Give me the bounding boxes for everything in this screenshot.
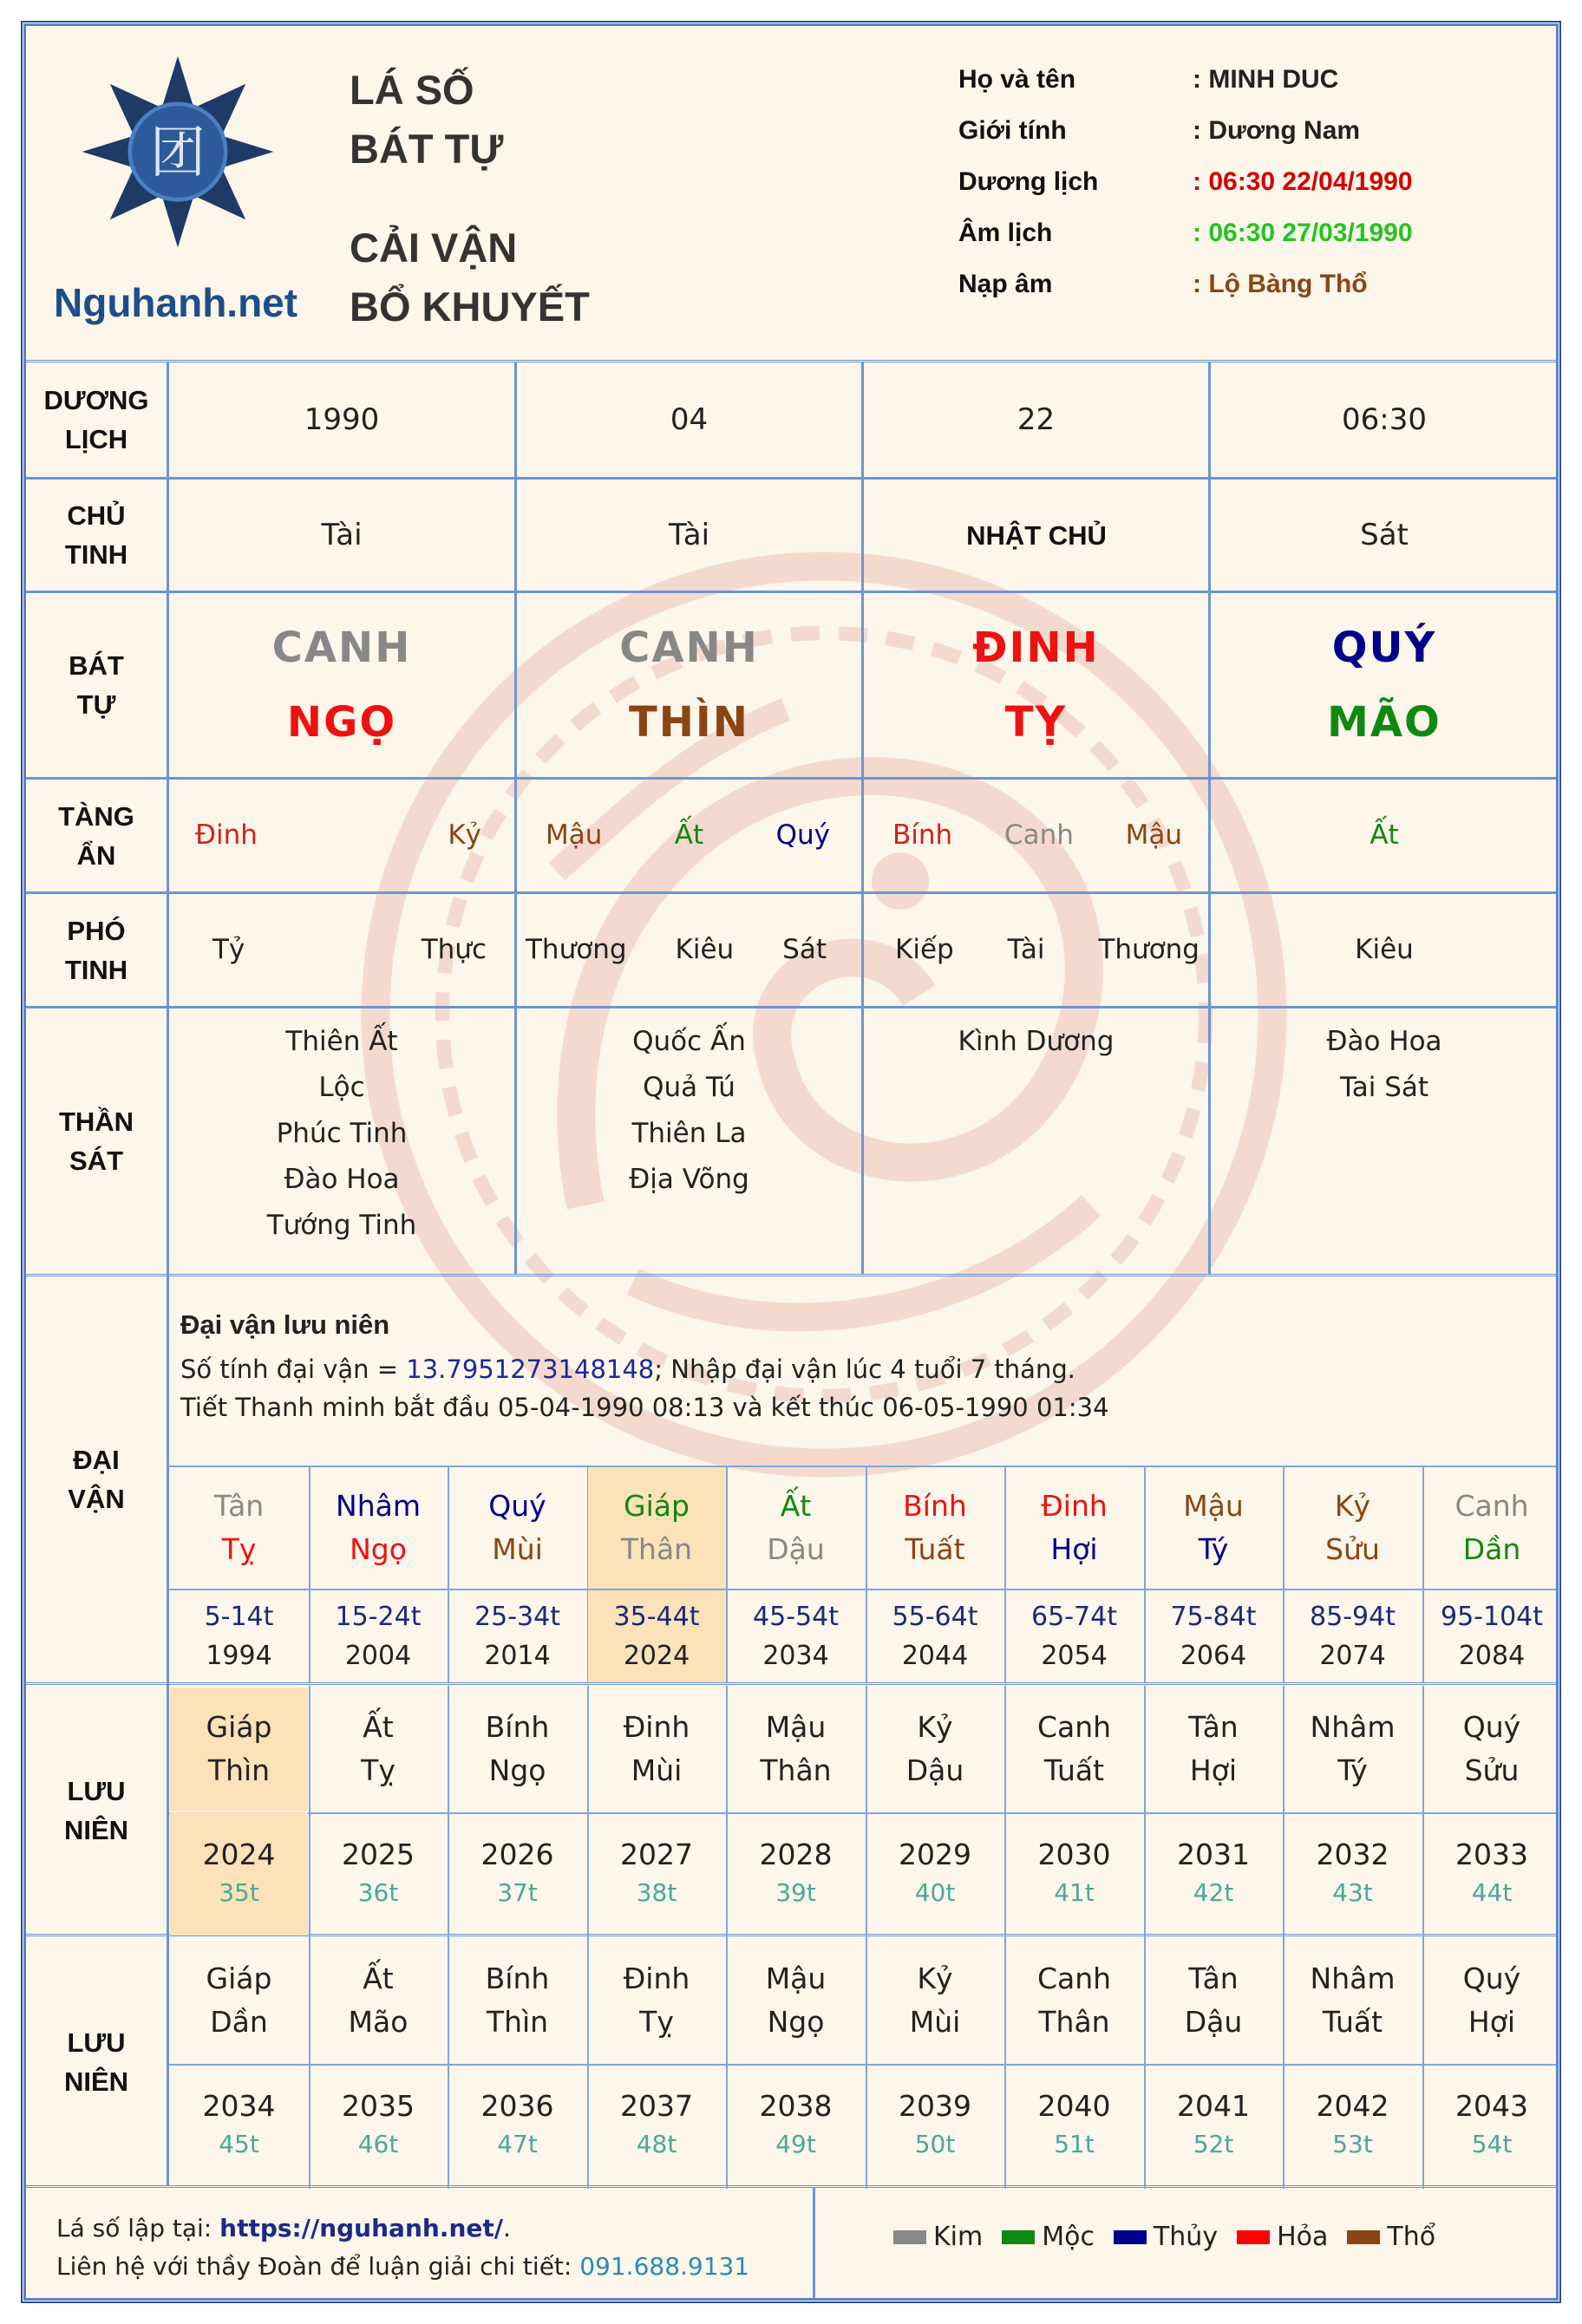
legend-moc: Mộc <box>1002 2222 1095 2252</box>
info-value: : 06:30 27/03/1990 <box>1193 219 1413 247</box>
tang-an-year: Đinh Kỷ <box>195 819 481 851</box>
pho-tinh-year: Tỷ Thực <box>212 934 487 965</box>
luu-nien_1-year: 2027 38t <box>620 1838 693 1907</box>
dai-van-stem-branch: Bính Tuất <box>903 1489 967 1566</box>
luu-nien_1-stem-branch: Canh Tuất <box>1036 1710 1112 1787</box>
title-line-4: BỔ KHUYẾT <box>350 284 590 330</box>
footer-made: Lá số lập tại: https://nguhanh.net/. <box>56 2214 511 2242</box>
luu-nien_2-year: 2042 53t <box>1316 2089 1389 2158</box>
dai-van-period: 55-64t 2044 <box>892 1602 978 1671</box>
pillar-month: CANH THÌN <box>619 623 759 747</box>
luu-nien_1-stem-branch: Tân Hợi <box>1188 1710 1239 1787</box>
luu-nien_1-stem-branch: Quý Sửu <box>1462 1710 1521 1787</box>
chart-sheet <box>23 23 1559 2301</box>
legend-thuy: Thủy <box>1114 2222 1218 2252</box>
luu-nien_2-stem-branch: Mậu Ngọ <box>765 1962 827 2039</box>
luu-nien_2-stem-branch: Giáp Dần <box>206 1962 272 2039</box>
luu-nien_2-stem-branch: Ất Mão <box>348 1962 409 2039</box>
tang-an-month: Mậu Ất Quý <box>546 819 830 851</box>
chu-tinh-month: Tài <box>668 517 710 552</box>
luu-nien_1-stem-branch: Nhâm Tý <box>1310 1710 1396 1787</box>
legend-hoa: Hỏa <box>1237 2222 1328 2252</box>
dai-van-stem-branch: Quý Mùi <box>488 1489 546 1566</box>
pillar-hour: QUÝ MÃO <box>1327 623 1441 747</box>
chu-tinh-year: Tài <box>321 517 363 552</box>
info-label: Âm lịch <box>958 219 1053 247</box>
dai-van-tiet: Tiết Thanh minh bắt đầu 05-04-1990 08:13 và kết thúc 06-05-1990 01:34 <box>180 1393 1109 1422</box>
dai-van-period: 25-34t 2014 <box>474 1602 560 1671</box>
solar-hour: 06:30 <box>1342 401 1427 437</box>
legend-kim: Kim <box>893 2222 983 2252</box>
luu-nien_1-stem-branch: Bính Ngọ <box>485 1710 550 1787</box>
luu-nien_1-year: 2029 40t <box>899 1838 971 1907</box>
luu-nien_1-stem-branch: Giáp Thìn <box>170 1688 308 1811</box>
luu-nien_2-stem-branch: Quý Hợi <box>1462 1962 1521 2039</box>
footer-contact: Liên hệ với thầy Đoàn để luận giải chi tiết: 091.688.9131 <box>56 2252 750 2281</box>
dai-van-stem-branch: Đinh Hợi <box>1041 1489 1108 1566</box>
luu-nien_2-year: 2043 54t <box>1455 2089 1528 2158</box>
tang-an-day: Bính Canh Mậu <box>892 819 1182 851</box>
site-name: Nguhanh.net <box>54 280 298 325</box>
info-value: : Lộ Bàng Thổ <box>1193 270 1368 298</box>
than-sat-month: Quốc Ấn Quả Tú Thiên La Địa Võng <box>629 1026 749 1195</box>
svg-text:团: 团 <box>149 121 206 186</box>
person-info <box>958 65 1413 321</box>
legend-tho: Thổ <box>1347 2222 1435 2252</box>
site-link[interactable]: https://nguhanh.net/ <box>219 2214 503 2242</box>
title-line-3: CẢI VẬN <box>350 225 518 271</box>
pho-tinh-day: Kiếp Tài Thương <box>895 934 1200 965</box>
info-value: : MINH DUC <box>1193 65 1339 94</box>
luu-nien_2-year: 2034 45t <box>202 2089 276 2158</box>
chu-tinh-hour: Sát <box>1360 517 1409 552</box>
luu-nien_2-year: 2039 50t <box>899 2089 971 2158</box>
luu-nien_2-year: 2040 51t <box>1037 2089 1111 2158</box>
row-label-chu-tinh: CHỦ TINH <box>64 500 128 570</box>
info-label: Họ và tên <box>958 65 1076 94</box>
luu-nien_1-year: 2028 39t <box>759 1838 833 1907</box>
dai-van-period: 15-24t 2004 <box>335 1602 422 1671</box>
title-line-2: BÁT TỰ <box>350 126 504 172</box>
dai-van-period: 5-14t 1994 <box>204 1602 274 1671</box>
row-label-tang-an: TÀNG ẨN <box>58 800 134 871</box>
luu-nien_2-stem-branch: Kỷ Mùi <box>909 1962 961 2039</box>
row-label-than-sat: THẦN SÁT <box>58 1107 134 1176</box>
pho-tinh-hour: Kiêu <box>1355 934 1414 965</box>
luu-nien_1-year: 2026 37t <box>480 1838 554 1907</box>
info-value: : Dương Nam <box>1193 116 1361 145</box>
row-label-luu-nien-2: LƯU NIÊN <box>63 2027 129 2097</box>
pho-tinh-month: Thương Kiêu Sát <box>526 934 827 965</box>
dai-van-period: 35-44t 2024 <box>588 1590 726 1682</box>
luu-nien_2-stem-branch: Bính Thìn <box>485 1962 550 2039</box>
luu-nien_1-year: 2031 42t <box>1177 1838 1250 1907</box>
luu-nien_2-year: 2037 48t <box>620 2089 693 2158</box>
info-label: Nạp âm <box>958 270 1053 298</box>
row-label-dai-van: ĐẠI VẬN <box>68 1445 125 1514</box>
luu-nien_2-year: 2035 46t <box>342 2089 415 2158</box>
luu-nien_2-stem-branch: Nhâm Tuất <box>1310 1962 1396 2039</box>
luu-nien_2-year: 2038 49t <box>759 2089 833 2158</box>
luu-nien_2-stem-branch: Tân Dậu <box>1184 1962 1243 2039</box>
than-sat-hour: Đào Hoa Tai Sát <box>1326 1026 1442 1103</box>
dai-van-stem-branch: Ất Dậu <box>767 1489 825 1566</box>
dai-van-stem-branch: Giáp Thân <box>588 1467 726 1589</box>
dai-van-stem-branch: Mậu Tý <box>1183 1489 1244 1566</box>
info-value: : 06:30 22/04/1990 <box>1193 167 1413 196</box>
dai-van-period: 75-84t 2064 <box>1170 1602 1257 1671</box>
dai-van-period: 85-94t 2074 <box>1310 1602 1396 1671</box>
row-label-bat-tu: BÁT TỰ <box>69 650 124 720</box>
than-sat-day: Kình Dương <box>958 1026 1115 1057</box>
luu-nien_2-stem-branch: Đinh Tỵ <box>623 1962 690 2039</box>
than-sat-year: Thiên Ất Lộc Phúc Tinh Đào Hoa Tướng Tinh <box>266 1026 417 1241</box>
pillar-year: CANH NGỌ <box>271 623 412 747</box>
phone-link[interactable]: 091.688.9131 <box>579 2252 750 2281</box>
luu-nien_2-stem-branch: Canh Thân <box>1036 1962 1112 2039</box>
row-label-pho-tinh: PHÓ TINH <box>64 915 128 985</box>
luu-nien_1-stem-branch: Ất Tỵ <box>361 1710 396 1787</box>
luu-nien_2-year: 2036 47t <box>480 2089 554 2158</box>
dai-van-stem-branch: Kỷ Sửu <box>1325 1489 1380 1566</box>
title-line-1: LÁ SỐ <box>350 67 474 113</box>
dai-van-calc: Số tính đại vận = 13.7951273148148; Nhập đại vận lúc 4 tuổi 7 tháng. <box>180 1355 1075 1384</box>
dai-van-stem-branch: Tân Tỵ <box>213 1489 265 1566</box>
solar-month: 04 <box>670 401 709 437</box>
element-legend <box>893 2222 1455 2252</box>
luu-nien_1-year: 2024 35t <box>170 1812 308 1936</box>
row-label-duong-lich: DƯƠNG LỊCH <box>43 385 149 454</box>
luu-nien_2-year: 2041 52t <box>1177 2089 1250 2158</box>
dai-van-heading: Đại vận lưu niên <box>180 1309 390 1340</box>
luu-nien_1-stem-branch: Mậu Thân <box>760 1710 832 1787</box>
dai-van-period: 95-104t 2084 <box>1440 1602 1544 1671</box>
info-label: Giới tính <box>958 116 1067 145</box>
dai-van-period: 65-74t 2054 <box>1031 1602 1117 1671</box>
star-seal-icon <box>78 52 278 251</box>
luu-nien_1-year: 2030 41t <box>1037 1838 1111 1907</box>
header <box>26 26 1556 360</box>
luu-nien_1-year: 2025 36t <box>342 1838 415 1907</box>
pillar-day: ĐINH TỴ <box>972 623 1100 747</box>
chu-tinh-day: NHẬT CHỦ <box>966 519 1107 551</box>
luu-nien_1-year: 2032 43t <box>1316 1838 1389 1907</box>
luu-nien_1-stem-branch: Đinh Mùi <box>623 1710 690 1787</box>
info-label: Dương lịch <box>958 167 1099 196</box>
luu-nien_1-year: 2033 44t <box>1455 1838 1528 1907</box>
solar-year: 1990 <box>304 401 380 437</box>
dai-van-stem-branch: Nhâm Ngọ <box>336 1489 421 1566</box>
tang-an-hour: Ất <box>1370 819 1399 851</box>
dai-van-stem-branch: Canh Dần <box>1455 1489 1529 1566</box>
luu-nien_1-stem-branch: Kỷ Dậu <box>905 1710 964 1787</box>
solar-day: 22 <box>1017 401 1056 437</box>
dai-van-period: 45-54t 2034 <box>753 1602 839 1671</box>
row-label-luu-nien-1: LƯU NIÊN <box>63 1776 129 1845</box>
